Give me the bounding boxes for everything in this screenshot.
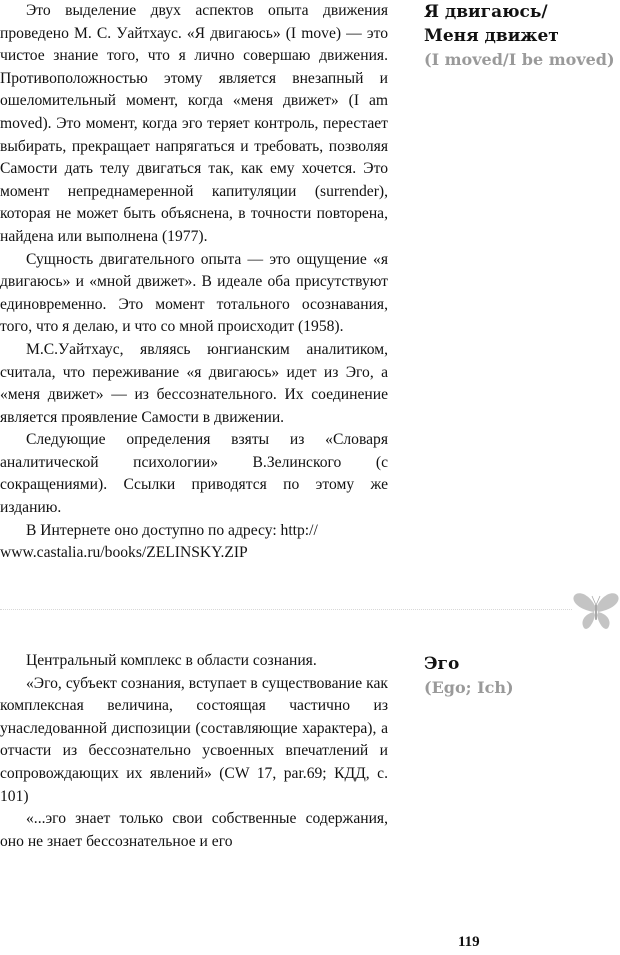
paragraph: Следующие определения взяты из «Словаря аналитической психологии» В.Зелинского (с сокращениями). Ссылки приводятся по этому же изданию. — [0, 431, 388, 517]
term-title-line: Меня движет — [424, 26, 559, 46]
section-divider — [0, 609, 572, 610]
paragraph: «Эго, субъект сознания, вступает в существование как комплексная величина, состоящая частично из унаследованной диспозиции (составляющие характера), а отчасти из бессознательно усвоенных впечатлений и сопровождающих их явлений» (CW 17, par.69; КДД, с. 101) — [0, 674, 388, 805]
term-translation: (I moved/I be moved) — [424, 50, 615, 69]
paragraph: Это выделение двух аспектов опыта движения проведено М. С. Уайтхаус. «Я двигаюсь» (I move) — это чистое знание того, что я лично совершаю движения. Противоположностью этому является внезапный и ошеломительный момент, когда «меня движет» (I am moved). Это момент, когда эго теряет контроль, перестает выбирать, прекращает напрягаться и требовать, позволяя Самости дать телу двигаться так, как ему хочется. Это момент непреднамеренной капитуляции (surrender), которая не может быть объяснена, в точности повторена, найдена или выполнена (1977). — [0, 2, 388, 245]
section-2-text — [0, 650, 388, 853]
paragraph: М.С.Уайтхаус, являясь юнгианским аналитиком, считала, что переживание «я двигаюсь» идет из Эго, а «меня движет» — из бессознательного. Их соединение является проявление Самости в движении. — [0, 340, 388, 426]
section-1-text — [0, 0, 388, 565]
butterfly-icon — [572, 588, 620, 632]
term-title: Эго — [424, 654, 460, 674]
term-translation: (Ego; Ich) — [424, 678, 514, 697]
page-number: 119 — [458, 934, 480, 950]
paragraph: В Интернете оно доступно по адресу: http:// www.castalia.ru/books/ZELINSKY.ZIP — [0, 521, 318, 562]
section-2-heading — [424, 652, 620, 700]
paragraph: Центральный комплекс в области сознания. — [26, 652, 317, 669]
section-1-heading — [424, 0, 620, 72]
term-title-line: Я двигаюсь/ — [424, 2, 548, 22]
paragraph: Сущность двигательного опыта — это ощущение «я двигаюсь» и «мной движет». В идеале оба присутствуют единовременно. Это момент тотального осознавания, того, что я делаю, и что со мной происходит (1958). — [0, 250, 388, 336]
paragraph: «...эго знает только свои собственные содержания, оно не знает бессознательное и его — [0, 810, 388, 850]
